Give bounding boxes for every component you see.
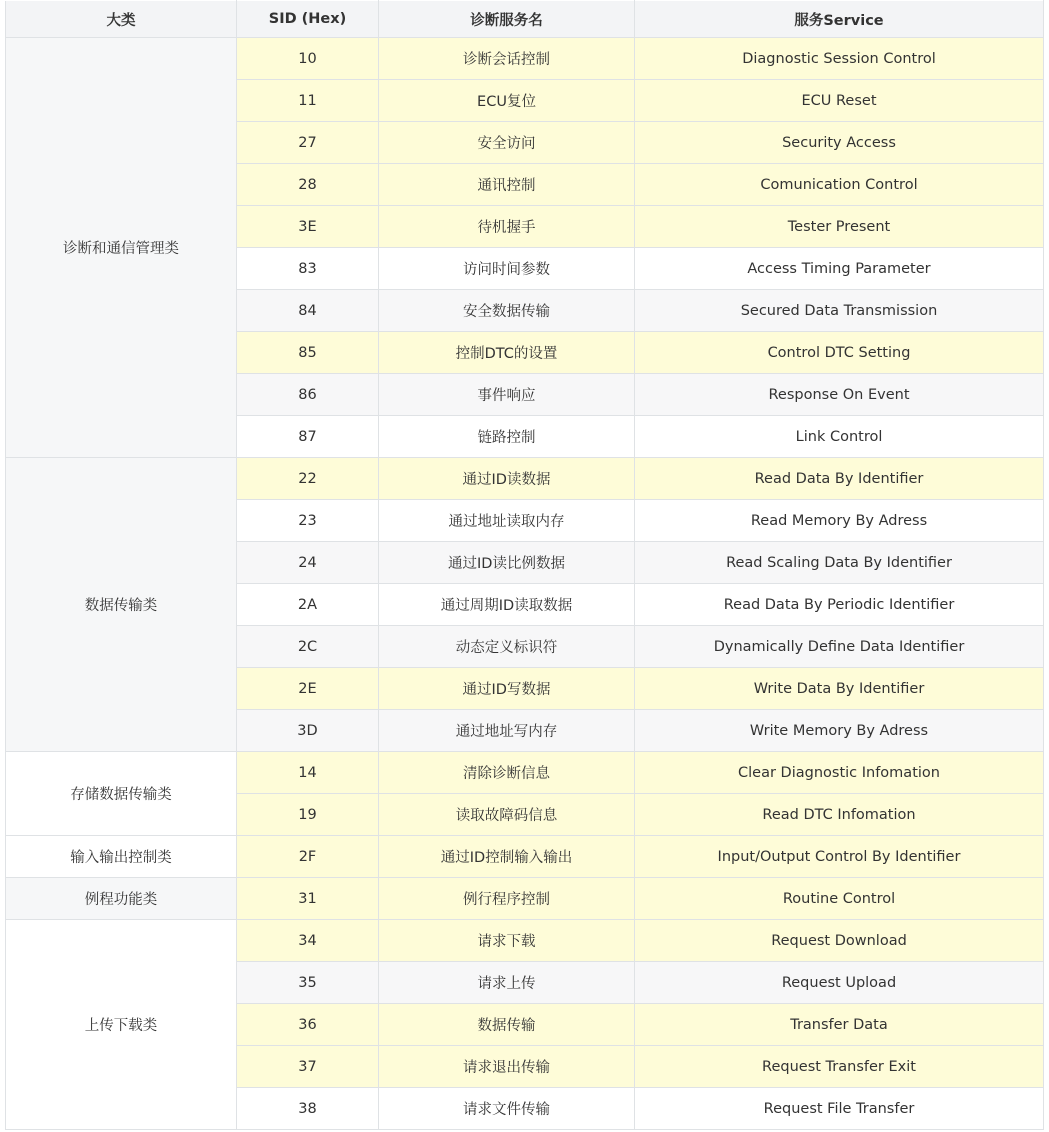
service-en-cell: Input/Output Control By Identifier (635, 836, 1044, 878)
service-en-cell: Read DTC Infomation (635, 794, 1044, 836)
service-name-cn-cell: 请求退出传输 (379, 1046, 635, 1088)
service-name-cn-cell: 链路控制 (379, 416, 635, 458)
header-name-cn: 诊断服务名 (379, 1, 635, 38)
table-row (6, 836, 1044, 878)
service-en-cell: Clear Diagnostic Infomation (635, 752, 1044, 794)
service-name-cn-cell: 通讯控制 (379, 164, 635, 206)
service-en-cell: Tester Present (635, 206, 1044, 248)
service-name-cn-cell: 通过ID写数据 (379, 668, 635, 710)
service-name-cn-cell: 通过ID读数据 (379, 458, 635, 500)
table-row (6, 38, 1044, 80)
service-name-cn-cell: 控制DTC的设置 (379, 332, 635, 374)
sid-cell: 37 (237, 1046, 379, 1088)
service-name-cn-cell: 诊断会话控制 (379, 38, 635, 80)
service-en-cell: Read Scaling Data By Identifier (635, 542, 1044, 584)
sid-cell: 2F (237, 836, 379, 878)
service-en-cell: Read Data By Identifier (635, 458, 1044, 500)
service-en-cell: Write Memory By Adress (635, 710, 1044, 752)
table-row (6, 752, 1044, 794)
service-en-cell: Request Upload (635, 962, 1044, 1004)
service-name-cn-cell: 数据传输 (379, 1004, 635, 1046)
category-cell: 数据传输类 (6, 458, 237, 752)
service-en-cell: ECU Reset (635, 80, 1044, 122)
sid-cell: 85 (237, 332, 379, 374)
header-service: 服务Service (635, 1, 1044, 38)
service-en-cell: Link Control (635, 416, 1044, 458)
service-en-cell: Comunication Control (635, 164, 1044, 206)
service-name-cn-cell: 读取故障码信息 (379, 794, 635, 836)
service-name-cn-cell: 通过ID控制输入输出 (379, 836, 635, 878)
table-header (6, 1, 1044, 38)
service-name-cn-cell: 请求上传 (379, 962, 635, 1004)
service-en-cell: Security Access (635, 122, 1044, 164)
sid-cell: 11 (237, 80, 379, 122)
sid-cell: 34 (237, 920, 379, 962)
sid-cell: 24 (237, 542, 379, 584)
service-name-cn-cell: 例行程序控制 (379, 878, 635, 920)
category-cell: 诊断和通信管理类 (6, 38, 237, 458)
sid-cell: 3E (237, 206, 379, 248)
sid-cell: 22 (237, 458, 379, 500)
service-en-cell: Request File Transfer (635, 1088, 1044, 1130)
service-name-cn-cell: ECU复位 (379, 80, 635, 122)
service-en-cell: Diagnostic Session Control (635, 38, 1044, 80)
service-en-cell: Dynamically Define Data Identifier (635, 626, 1044, 668)
sid-cell: 2A (237, 584, 379, 626)
service-name-cn-cell: 事件响应 (379, 374, 635, 416)
service-name-cn-cell: 访问时间参数 (379, 248, 635, 290)
header-row (6, 1, 1044, 38)
sid-cell: 14 (237, 752, 379, 794)
sid-cell: 87 (237, 416, 379, 458)
service-en-cell: Request Download (635, 920, 1044, 962)
sid-cell: 19 (237, 794, 379, 836)
header-sid: SID (Hex) (237, 1, 379, 38)
category-cell: 上传下载类 (6, 920, 237, 1130)
sid-cell: 2C (237, 626, 379, 668)
service-name-cn-cell: 清除诊断信息 (379, 752, 635, 794)
service-name-cn-cell: 待机握手 (379, 206, 635, 248)
sid-cell: 83 (237, 248, 379, 290)
service-en-cell: Routine Control (635, 878, 1044, 920)
category-cell: 存储数据传输类 (6, 752, 237, 836)
sid-cell: 38 (237, 1088, 379, 1130)
sid-cell: 84 (237, 290, 379, 332)
service-name-cn-cell: 安全访问 (379, 122, 635, 164)
service-name-cn-cell: 通过地址写内存 (379, 710, 635, 752)
service-en-cell: Response On Event (635, 374, 1044, 416)
table-row (6, 878, 1044, 920)
service-en-cell: Control DTC Setting (635, 332, 1044, 374)
sid-cell: 23 (237, 500, 379, 542)
sid-cell: 28 (237, 164, 379, 206)
service-name-cn-cell: 通过ID读比例数据 (379, 542, 635, 584)
table-row (6, 920, 1044, 962)
service-en-cell: Read Memory By Adress (635, 500, 1044, 542)
sid-cell: 35 (237, 962, 379, 1004)
service-en-cell: Secured Data Transmission (635, 290, 1044, 332)
service-en-cell: Write Data By Identifier (635, 668, 1044, 710)
header-category: 大类 (6, 1, 237, 38)
service-name-cn-cell: 通过地址读取内存 (379, 500, 635, 542)
table-row (6, 458, 1044, 500)
sid-cell: 2E (237, 668, 379, 710)
service-name-cn-cell: 请求下载 (379, 920, 635, 962)
sid-cell: 31 (237, 878, 379, 920)
service-en-cell: Access Timing Parameter (635, 248, 1044, 290)
sid-cell: 27 (237, 122, 379, 164)
uds-services-table (5, 0, 1044, 1130)
service-name-cn-cell: 通过周期ID读取数据 (379, 584, 635, 626)
service-name-cn-cell: 动态定义标识符 (379, 626, 635, 668)
sid-cell: 36 (237, 1004, 379, 1046)
service-en-cell: Read Data By Periodic Identifier (635, 584, 1044, 626)
service-en-cell: Transfer Data (635, 1004, 1044, 1046)
sid-cell: 10 (237, 38, 379, 80)
service-name-cn-cell: 安全数据传输 (379, 290, 635, 332)
category-cell: 例程功能类 (6, 878, 237, 920)
service-en-cell: Request Transfer Exit (635, 1046, 1044, 1088)
category-cell: 输入输出控制类 (6, 836, 237, 878)
service-name-cn-cell: 请求文件传输 (379, 1088, 635, 1130)
sid-cell: 3D (237, 710, 379, 752)
table-body (6, 38, 1044, 1130)
sid-cell: 86 (237, 374, 379, 416)
